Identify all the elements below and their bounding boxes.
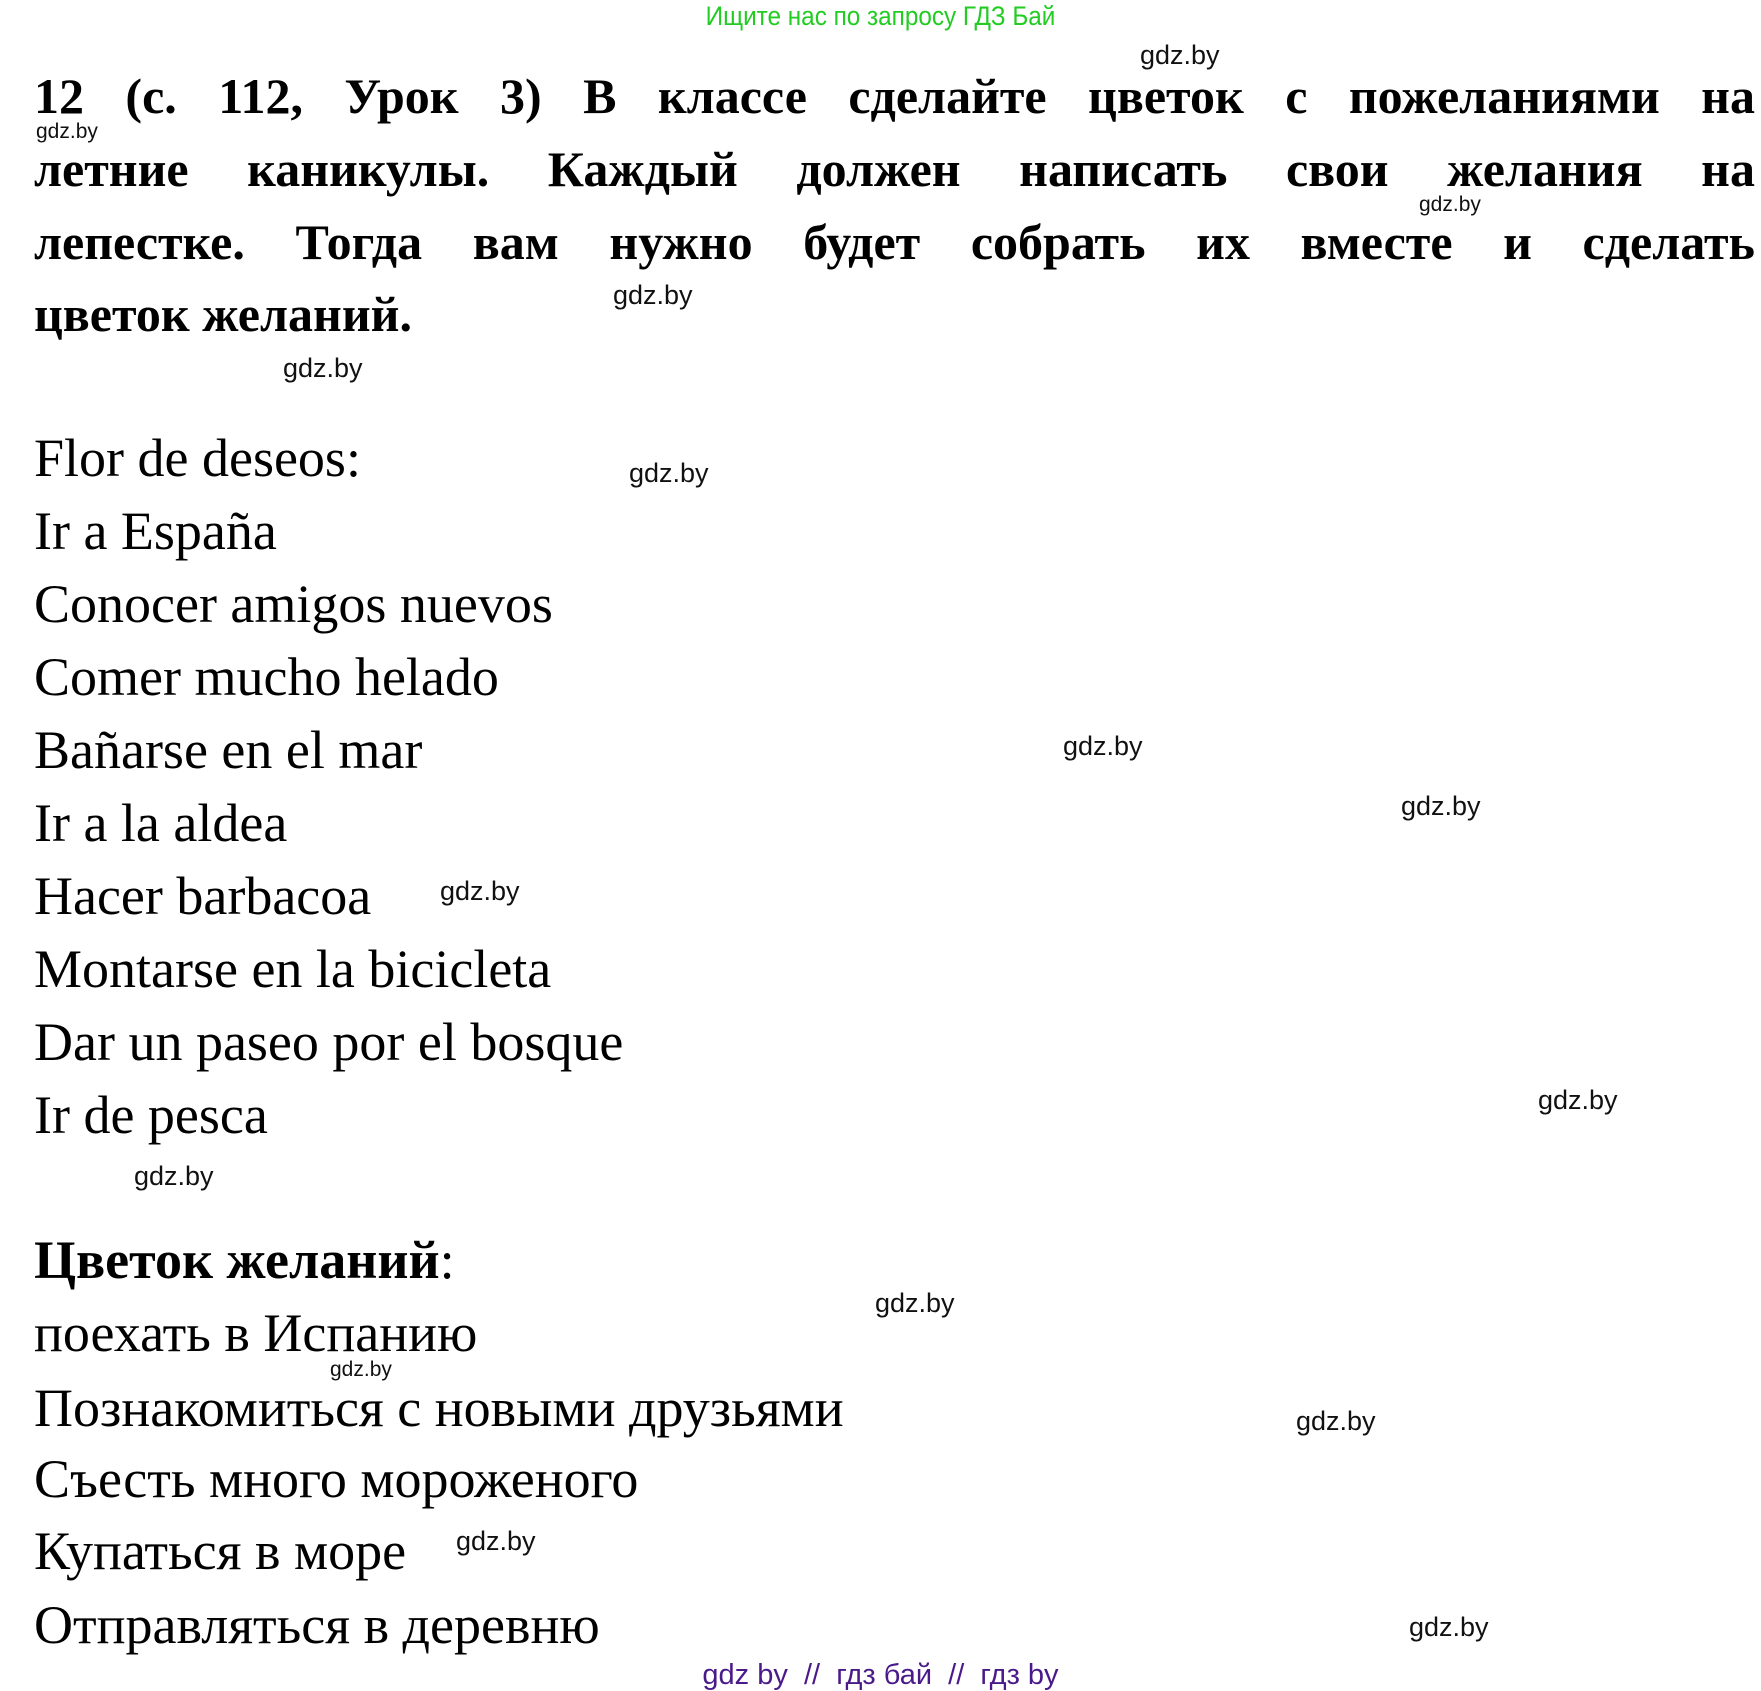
russian-heading-colon: : — [439, 1230, 455, 1290]
russian-item: Познакомиться с новыми друзьями — [34, 1378, 844, 1438]
search-banner: Ищите нас по запросу ГДЗ Бай — [705, 1, 1056, 31]
watermark: gdz.by — [36, 120, 98, 143]
task-text-line-1: 12 (с. 112, Урок 3) В классе сделайте цветок с пожеланиями на — [34, 68, 1755, 124]
russian-item: Съесть много мороженого — [34, 1449, 639, 1509]
watermark: gdz.by — [1140, 40, 1220, 70]
russian-item: Купаться в море — [34, 1521, 407, 1581]
watermark: gdz.by — [330, 1358, 392, 1381]
watermark: gdz.by — [1401, 791, 1481, 821]
watermark: gdz.by — [1538, 1085, 1618, 1115]
spanish-item: Ir de pesca — [34, 1085, 268, 1145]
footer-links: gdz by // гдз бай // гдз by — [702, 1659, 1059, 1691]
task-text-line-4: цветок желаний. — [34, 286, 412, 342]
watermark: gdz.by — [283, 353, 363, 383]
spanish-item: Comer mucho helado — [34, 647, 499, 707]
spanish-item: Bañarse en el mar — [34, 720, 423, 780]
watermark: gdz.by — [440, 876, 520, 906]
watermark: gdz.by — [134, 1161, 214, 1191]
spanish-heading: Flor de deseos: — [34, 428, 361, 488]
spanish-item: Conocer amigos nuevos — [34, 574, 553, 634]
watermark: gdz.by — [613, 280, 693, 310]
russian-item: поехать в Испанию — [34, 1303, 478, 1363]
task-text-line-3: лепестке. Тогда вам нужно будет собрать их вместе и сделать — [34, 214, 1755, 270]
task-text-line-2: летние каникулы. Каждый должен написать свои желания на — [34, 141, 1755, 197]
spanish-item: Hacer barbacoa — [34, 866, 372, 926]
russian-heading-text: Цветок желаний — [34, 1230, 440, 1290]
spanish-item: Dar un paseo por el bosque — [34, 1012, 624, 1072]
spanish-item: Ir a España — [34, 501, 277, 561]
watermark: gdz.by — [456, 1526, 536, 1556]
russian-item: Отправляться в деревню — [34, 1595, 600, 1655]
watermark: gdz.by — [1063, 731, 1143, 761]
russian-heading — [34, 1230, 455, 1290]
watermark: gdz.by — [1409, 1612, 1489, 1642]
watermark: gdz.by — [1296, 1406, 1376, 1436]
watermark: gdz.by — [629, 458, 709, 488]
watermark: gdz.by — [875, 1288, 955, 1318]
spanish-item: Montarse en la bicicleta — [34, 939, 552, 999]
spanish-item: Ir a la aldea — [34, 793, 288, 853]
watermark: gdz.by — [1419, 193, 1481, 216]
